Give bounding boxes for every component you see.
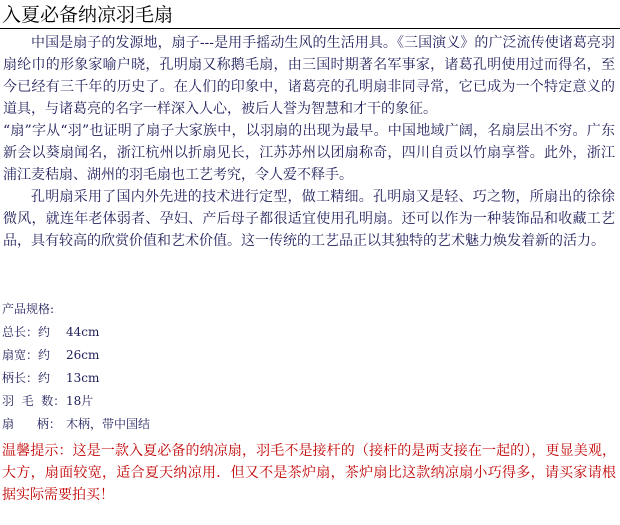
spec-value: 13cm — [66, 371, 100, 385]
spec-row-fan-width — [2, 344, 150, 367]
spec-value: 44cm — [66, 325, 100, 339]
description-paragraph-3: 孔明扇采用了国内外先进的技术进行定型，做工精细。孔明扇又是轻、巧之物，所扇出的徐徐微风，就连年老体弱者、孕妇、产后母子都很适宜使用孔明扇。还可以作为一种装饰品和收藏工艺品，具有较高的欣赏价值和艺术价值。这一传统的工艺品正以其独特的艺术魅力焕发着新的活力。 — [3, 189, 615, 249]
spec-row-handle-length — [2, 367, 150, 390]
spec-row-total-length — [2, 321, 150, 344]
spec-row-feather-count — [2, 390, 150, 413]
warm-notice-text: 温馨提示：这是一款入夏必备的纳凉扇，羽毛不是接杆的（接杆的是两支接在一起的），更显美观，大方，扇面较宽，适合夏天纳凉用．但又不是茶炉扇，茶炉扇比这款纳凉扇小巧得多，请买家请根据实际需要拍买！ — [2, 443, 616, 503]
product-specs — [2, 298, 150, 436]
spec-value: 木柄，带中国结 — [66, 417, 151, 431]
spec-label: 总长：约 — [2, 325, 51, 339]
description-paragraph-2: “扇”字从“羽”也证明了扇子大家族中，以羽扇的出现为最早。中国地域广阔，名扇层出不穷。广东新会以葵扇闻名，浙江杭州以折扇见长，江苏苏州以团扇称奇，四川自贡以竹扇享誉。此外，浙江浦江麦秸扇、湖州的羽毛扇也工艺考究，令人爱不释手。 — [3, 123, 615, 183]
spec-label: 柄长：约 — [2, 371, 51, 385]
spec-value: 26cm — [66, 348, 100, 362]
page-title: 入夏必备纳凉羽毛扇 — [2, 4, 174, 26]
spec-row-handle — [2, 413, 150, 436]
specs-heading: 产品规格: — [2, 302, 55, 316]
warm-notice — [2, 440, 616, 506]
description-paragraph-1: 中国是扇子的发源地，扇子---是用手摇动生风的生活用具。《三国演义》的广泛流传使诸葛亮羽扇纶巾的形象家喻户晓，孔明扇又称鹅毛扇，由三国时期著名军事家，诸葛孔明使用过而得名，至今已经有三千年的历史了。在人们的印象中，诸葛亮的孔明扇非同寻常，它已成为一个特定意义的道具，与诸葛亮的名字一样深入人心，被后人誉为智慧和才干的象征。 — [3, 35, 615, 117]
spec-label: 羽 毛 数： — [2, 394, 66, 408]
spec-value: 18片 — [66, 394, 94, 408]
description — [3, 32, 615, 252]
spec-label: 扇宽：约 — [2, 348, 51, 362]
spec-label: 扇 柄： — [2, 417, 61, 431]
title-divider — [0, 28, 620, 29]
